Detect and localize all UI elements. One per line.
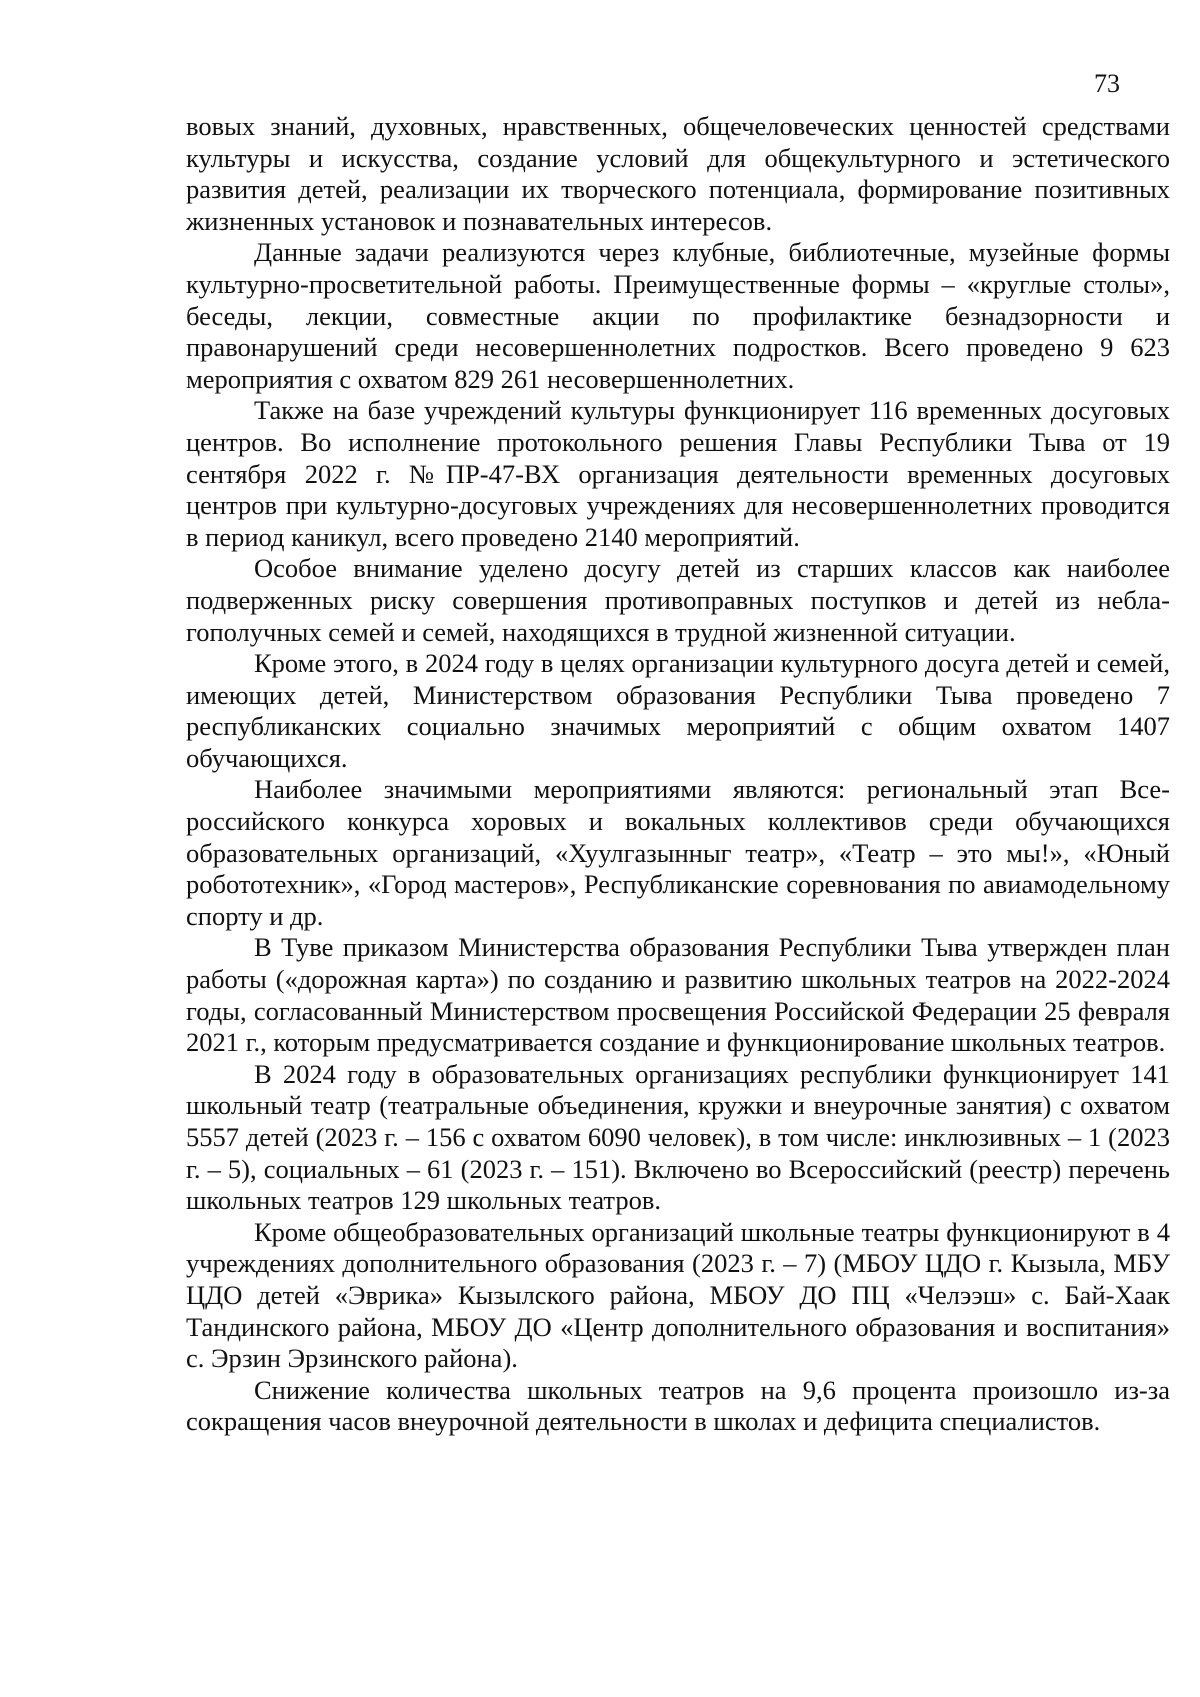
paragraph-theater-decline: Снижение количества школьных театров на 9,6 процента произошло из-за сокращения часов внеурочной деятельности в школах и дефицита специалистов. — [186, 1374, 1170, 1437]
paragraph-school-theaters-2024: В 2024 году в образовательных организациях республики функционирует 141 школьный театр (театральные объединения, кружки и внеурочные занятия) с охватом 5557 детей (2023 г. – 156 с охватом 6090 человек), в том числе: инклюзивных – 1 (2023 г. – 5), социальных – 61 (2023 г. – 151). Включено во Всероссийский (реестр) перечень школьных театров 129 школьных театров. — [186, 1058, 1170, 1216]
paragraph-significant-events: Наиболее значимыми мероприятиями являются: региональный этап Всероссийского конкурса хоровых и вокальных коллективов среди обучающихся образовательных организаций, «Хуулгазынныг театр», «Театр – это мы!», «Юный робототехник», «Город мастеров», Республиканские соревнования по авиамодельному спорту и др. — [186, 774, 1170, 931]
paragraph-ministry-events: Кроме этого, в 2024 году в целях организации культурного досуга детей и семей, имеющих детей, Министерством образования Республики Тыва проведено 7 республиканских социально значимых мероприятий с общим охватом 1407 обучающихся. — [186, 648, 1170, 773]
paragraph-additional-education: Кроме общеобразовательных организаций школьные театры функционируют в 4 учреждениях дополнительного образования (2023 г. – 7) (МБОУ ЦДО г. Кызыла, МБУ ЦДО детей «Эврика» Кызылского района, МБОУ ДО ПЦ «Челээш» с. Бай-Хаак Тандинского района, МБОУ ДО «Центр дополнительного образования и воспитания» с. Эрзин Эрзинского района). — [186, 1216, 1170, 1374]
paragraph-leisure-tasks: Данные задачи реализуются через клубные, библиотечные, музейные формы культурно-просветительной работы. Преимущественные формы – «круглые столы», беседы, лекции, совместные акции по профилактике безнадзорности и правонарушений среди несовершеннолетних подростков. Всего проведено 9 623 мероприятия с охватом 829 261 несовершеннолетних. — [186, 237, 1170, 394]
page-number: 73 — [1094, 69, 1120, 98]
document-body — [186, 111, 1170, 1438]
paragraph-leisure-centers: Также на базе учреждений культуры функционирует 116 временных досуговых центров. Во исполнение протокольного решения Главы Республики Тыва от 19 сентября 2022 г. №ПР-47-ВХ организация деятельности временных досуговых центров при культурно-досуговых учреждениях для несовершеннолетних проводится в период каникул, всего проведено 2140 мероприятий. — [186, 395, 1170, 552]
paragraph-special-attention: Особое внимание уделено досугу детей из старших классов как наиболее подверженных риску совершения противоправных поступков и детей из неблагополучных семей и семей, находящихся в трудной жизненной ситуации. — [186, 553, 1170, 647]
paragraph-roadmap: В Туве приказом Министерства образования Республики Тыва утвержден план работы («дорожная карта») по созданию и развитию школьных театров на 2022-2024 годы, согласованный Министерством просвещения Российской Федерации 25 февраля 2021 г., которым предусматривается создание и функционирование школьных театров. — [186, 932, 1170, 1058]
paragraph-continuation: вовых знаний, духовных, нравственных, общечеловеческих ценностей средствами культуры и искусства, создание условий для общекультурного и эстетического развития детей, реализации их творческого потенциала, формирование позитивных жизненных установок и познавательных интересов. — [186, 111, 1170, 236]
